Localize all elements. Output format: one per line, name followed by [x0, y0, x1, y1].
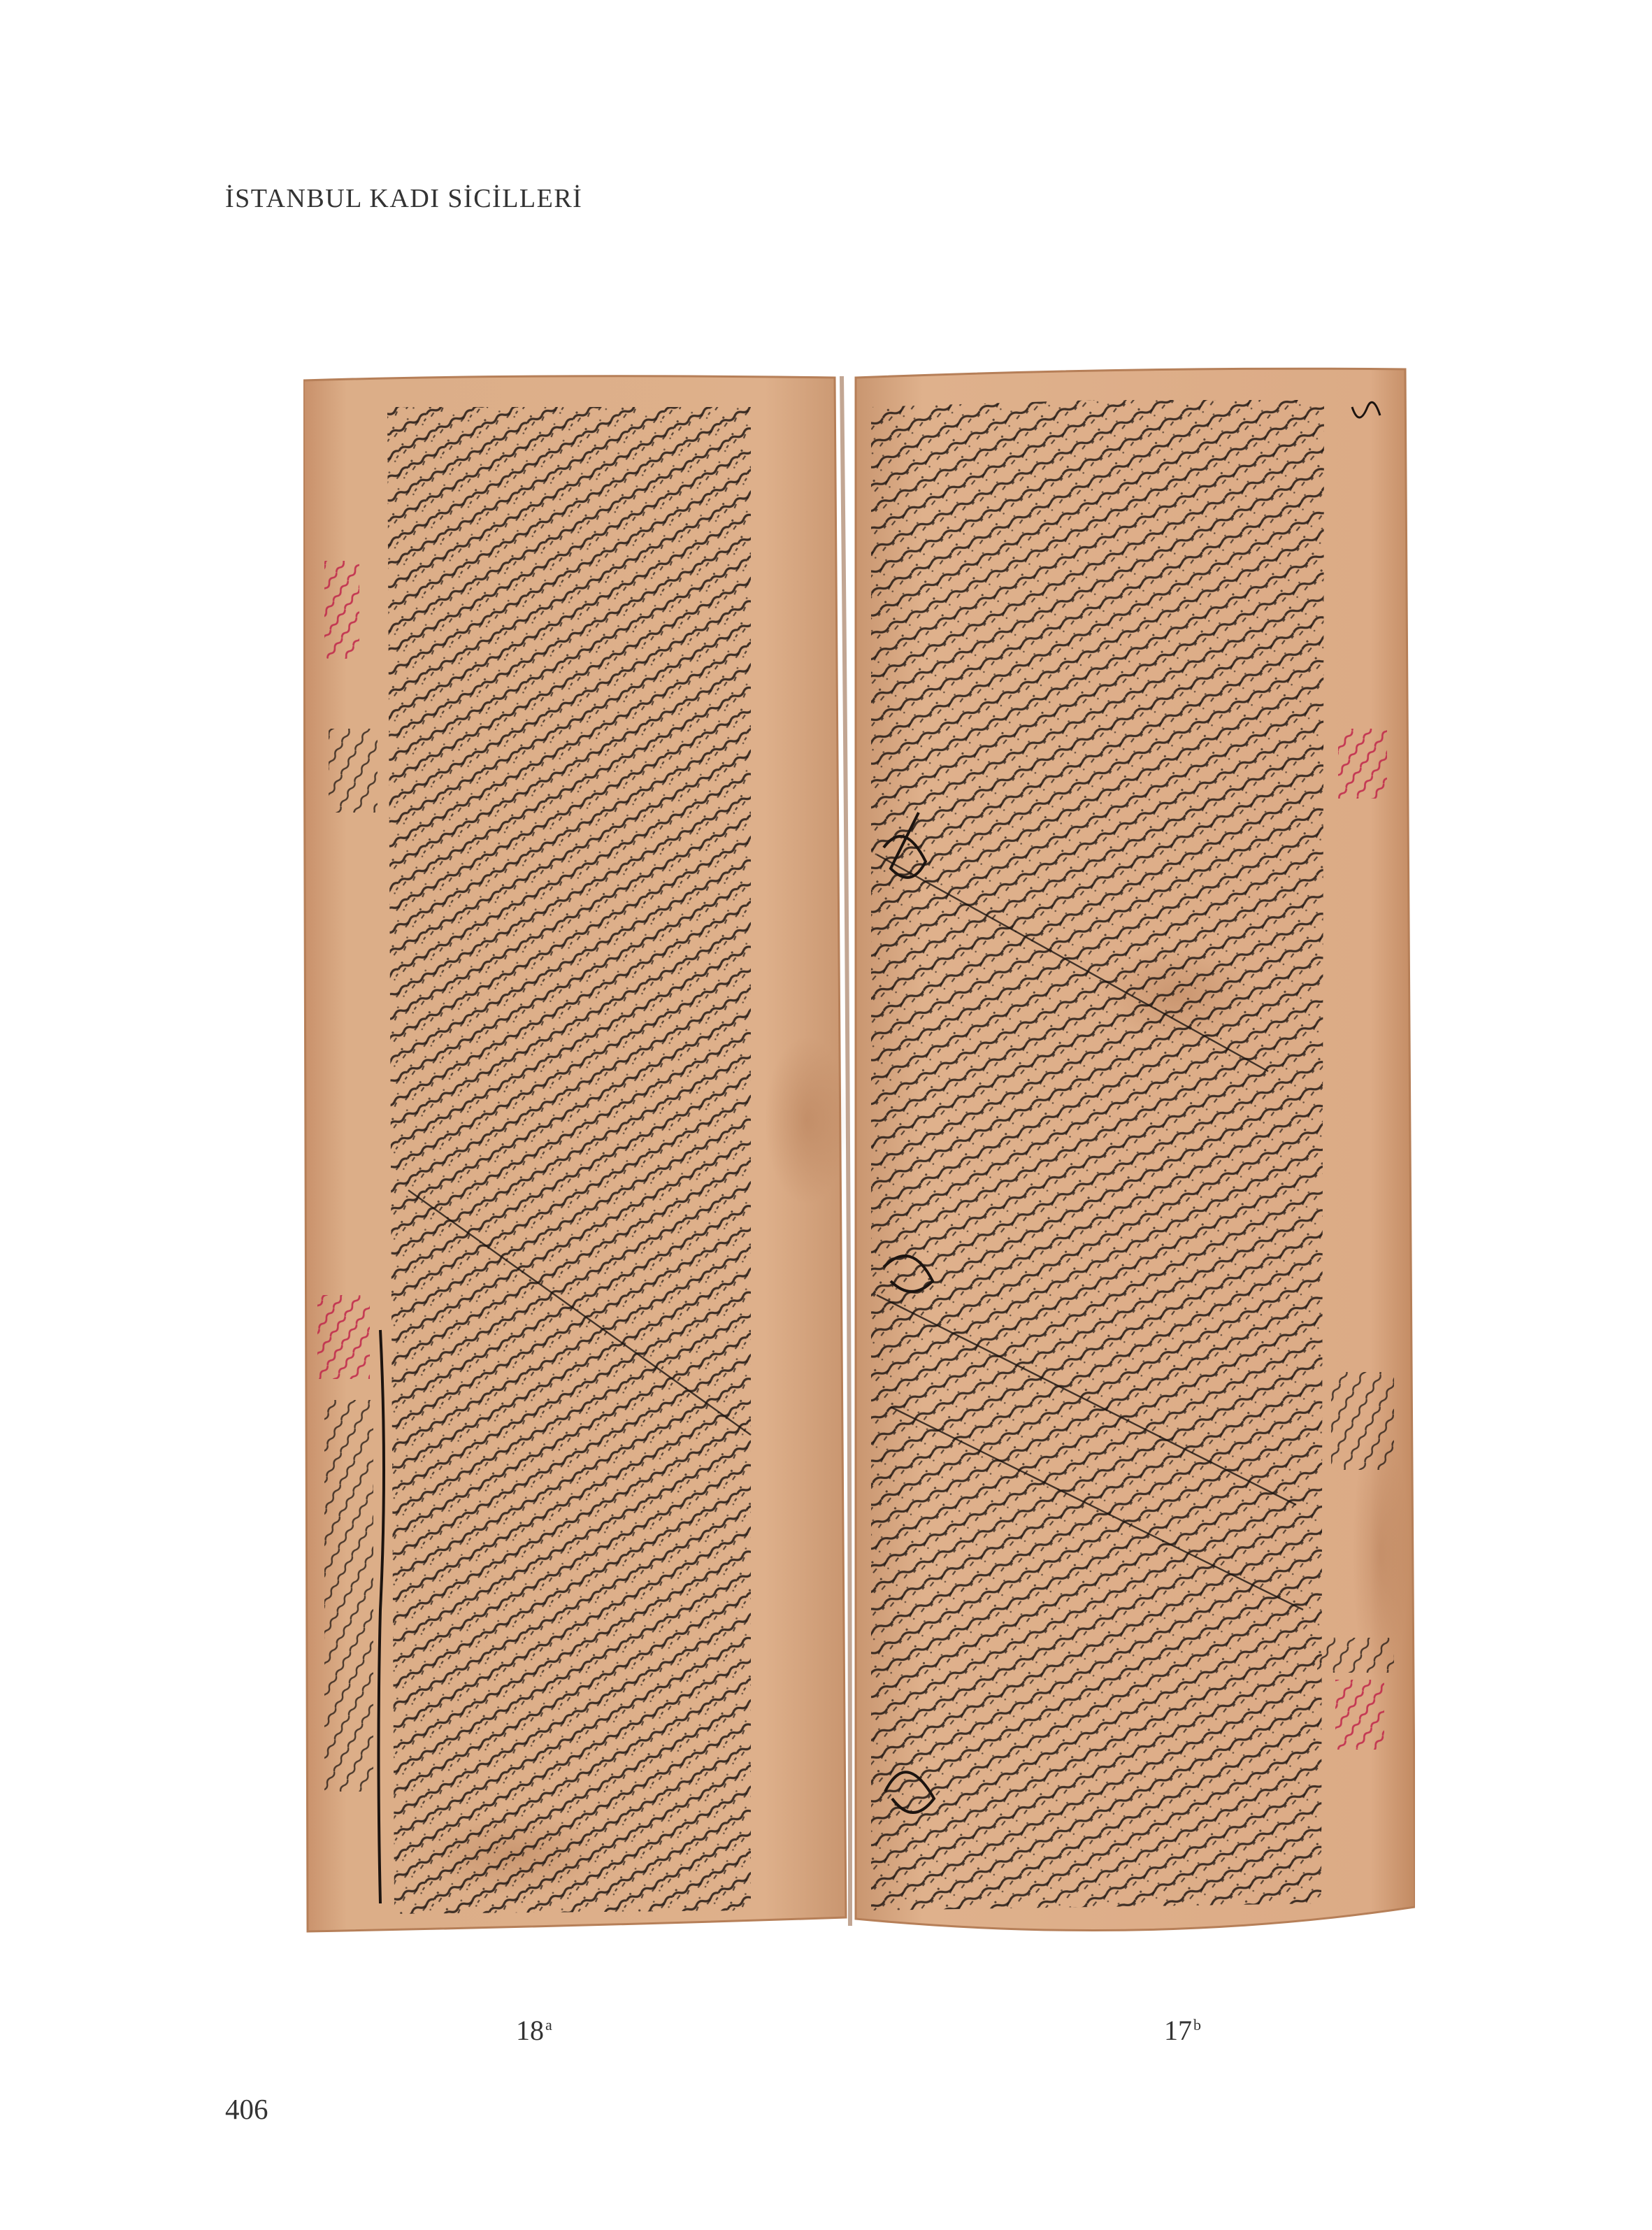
page-number: 406	[225, 2093, 268, 2125]
manuscript-spread-image	[303, 365, 1415, 1963]
right-page-text-block	[871, 393, 1324, 1910]
folio-side-right: b	[1193, 2015, 1201, 2034]
left-page-text-block	[387, 407, 751, 1914]
folio-label-left	[516, 2014, 552, 2047]
folio-number-left: 18	[516, 2015, 544, 2046]
folio-label-right	[1164, 2014, 1201, 2047]
running-title: İSTANBUL KADI SİCİLLERİ	[225, 184, 583, 213]
folio-side-left: a	[545, 2015, 552, 2034]
folio-number-right: 17	[1164, 2015, 1192, 2046]
